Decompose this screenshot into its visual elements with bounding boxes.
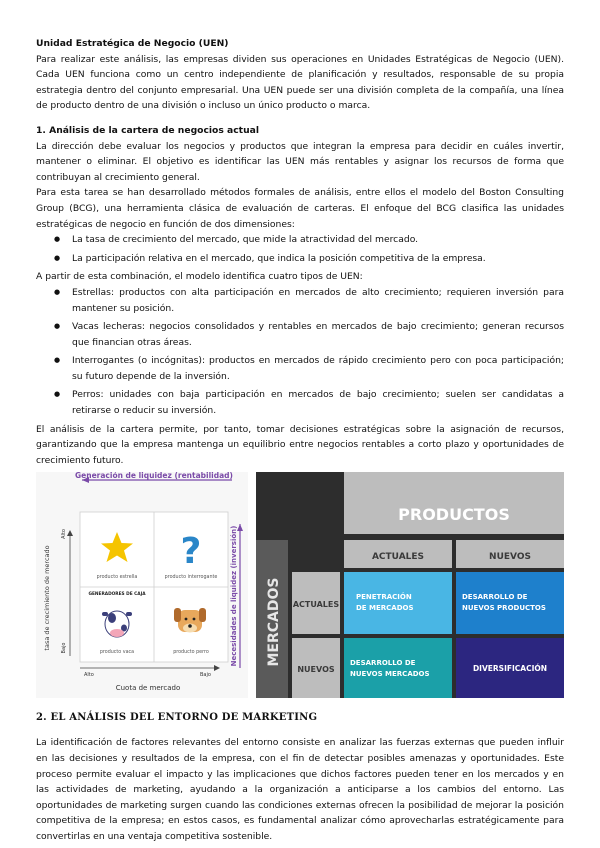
y-low-label: Bajo [61, 642, 67, 654]
row-nuevos-label: NUEVOS [297, 665, 335, 675]
desarrollo-productos-label: DESARROLLO DE NUEVOS PRODUCTOS [462, 593, 546, 613]
list-item: ● La participación relativa en el mercado, que indica la posición competitiva de la empresa. [72, 251, 564, 267]
markets-header-label: MERCADOS [266, 577, 282, 667]
column-actuales-label: ACTUALES [371, 552, 425, 563]
uen-types-list [36, 285, 564, 419]
section2-paragraph: La identificación de factores relevantes del entorno consiste en analizar las fuerzas externas que pueden influir en las decisiones y resultados de la empresa, con el fin de detectar posibles amenazas y oportunidades. Este proceso permite evaluar el impacto y las implicaciones que dichos factores pueden tener en los mercados y en las actividades de marketing, ayudando a la organización a anticiparse a los cambios del entorno. Las oportunidades de marketing surgen cuando las condiciones externas ofrecen la posibilidad de mejorar la posición competitiva de la empresa; en estos casos, es fundamental analizar cómo aprovecharlas estratégicamente para convertirlas en una ventaja competitiva sostenible. [36, 737, 564, 842]
section1-paragraph-4: El análisis de la cartera permite, por tanto, tomar decisiones estratégicas sobre la asignación de recursos, garantizando que la empresa mantenga un equilibrio entre negocios rentables a corto plazo y oportunidades de crecimiento futuro. [36, 423, 564, 466]
ansoff-matrix [256, 472, 564, 698]
star-quadrant-label: producto estrella [96, 575, 138, 581]
section1-paragraph-2: Para esta tarea se han desarrollado métodos formales de análisis, entre ellos el modelo del Boston Consulting Group (BCG), una herramienta clásica de evaluación de carteras. El enfoque del BCG clasifica las unidades estratégicas de negocio en función de dos dimensiones: [36, 187, 564, 230]
products-header [344, 472, 564, 534]
list-item: ● Estrellas: productos con alta participación en mercados de alto crecimiento; requieren inversión para mantener su posición. [72, 285, 564, 316]
document-page [36, 36, 564, 845]
ansoff-matrix-svg [256, 472, 564, 698]
diversificacion-label: DIVERSIFICACIÓN [472, 664, 548, 674]
penetracion-label: PENETRACIÓN DE MERCADOS [356, 593, 414, 613]
bcg-matrix [36, 472, 248, 698]
y-axis-label: tasa de crecimiento de mercado [43, 545, 51, 652]
section1-paragraph-3: A partir de esta combinación, el modelo identifica cuatro tipos de UEN: [36, 271, 363, 283]
y-high-label: Alto [61, 529, 67, 540]
list-item: ● Vacas lecheras: negocios consolidados y rentables en mercados de bajo crecimiento; generan recursos que financian otras áreas. [72, 319, 564, 350]
cash-generators-label: GENERADORES DE CAJA [88, 592, 146, 598]
x-low-label: Bajo [200, 672, 211, 679]
arrow-head-icon [67, 530, 73, 536]
list-item: ● Interrogantes (o incógnitas): productos en mercados de rápido crecimiento pero con poca participación; su futuro depende de la inversión. [72, 353, 564, 384]
arrow-head-icon [214, 665, 220, 671]
uen-paragraph: Para realizar este análisis, las empresas dividen sus operaciones en Unidades Estratégicas de Negocio (UEN). Cada UEN funciona como un centro independiente de planificación y resultados, responsable de su propia estrategia dentro del conjunto empresarial. Una UEN puede ser una división completa de la compañía, una línea de producto dentro de una división o incluso un único producto o marca. [36, 53, 564, 112]
cell-desarrollo-productos [456, 572, 564, 634]
liquidity-generation-label: Generación de liquidez (rentabilidad) [75, 472, 233, 481]
cow-quadrant-label: producto vaca [99, 650, 135, 656]
row-actuales-label: ACTUALES [292, 600, 340, 610]
question-mark-icon: ? [180, 531, 202, 573]
section2-heading: 2. EL ANÁLISIS DEL ENTORNO DE MARKETING [36, 712, 318, 724]
section1-heading: 1. Análisis de la cartera de negocios actual [36, 124, 259, 136]
bcg-matrix-svg [36, 472, 248, 698]
dog-quadrant-label: producto perro [173, 650, 209, 656]
x-axis-label: Cuota de mercado [115, 684, 181, 693]
question-quadrant-label: producto interrogante [164, 575, 218, 581]
cell-desarrollo-mercados [344, 638, 452, 698]
uen-heading: Unidad Estratégica de Negocio (UEN) [36, 38, 229, 49]
list-item: ● Perros: unidades con baja participación en mercados de bajo crecimiento; suelen ser candidatas a retirarse o reducir su inversión. [72, 387, 564, 418]
desarrollo-mercados-label: DESARROLLO DE NUEVOS MERCADOS [350, 659, 430, 679]
x-high-label: Alto [84, 672, 94, 679]
dimensions-list [36, 232, 564, 266]
figure-row [36, 472, 564, 700]
liquidity-needs-label: Necesidades de liquidez (inversión) [230, 526, 238, 667]
products-header-label: PRODUCTOS [398, 505, 510, 525]
section1-paragraph-1: La dirección debe evaluar los negocios y productos que integran la empresa para decidir en cuáles invertir, mantener o eliminar. El objetivo es identificar las UEN más rentables y asignar los recursos de forma que contribuyan al crecimiento general. [36, 140, 564, 183]
cell-penetracion [344, 572, 452, 634]
column-nuevos-label: NUEVOS [489, 552, 531, 563]
list-item: ● La tasa de crecimiento del mercado, que mide la atractividad del mercado. [72, 232, 564, 248]
